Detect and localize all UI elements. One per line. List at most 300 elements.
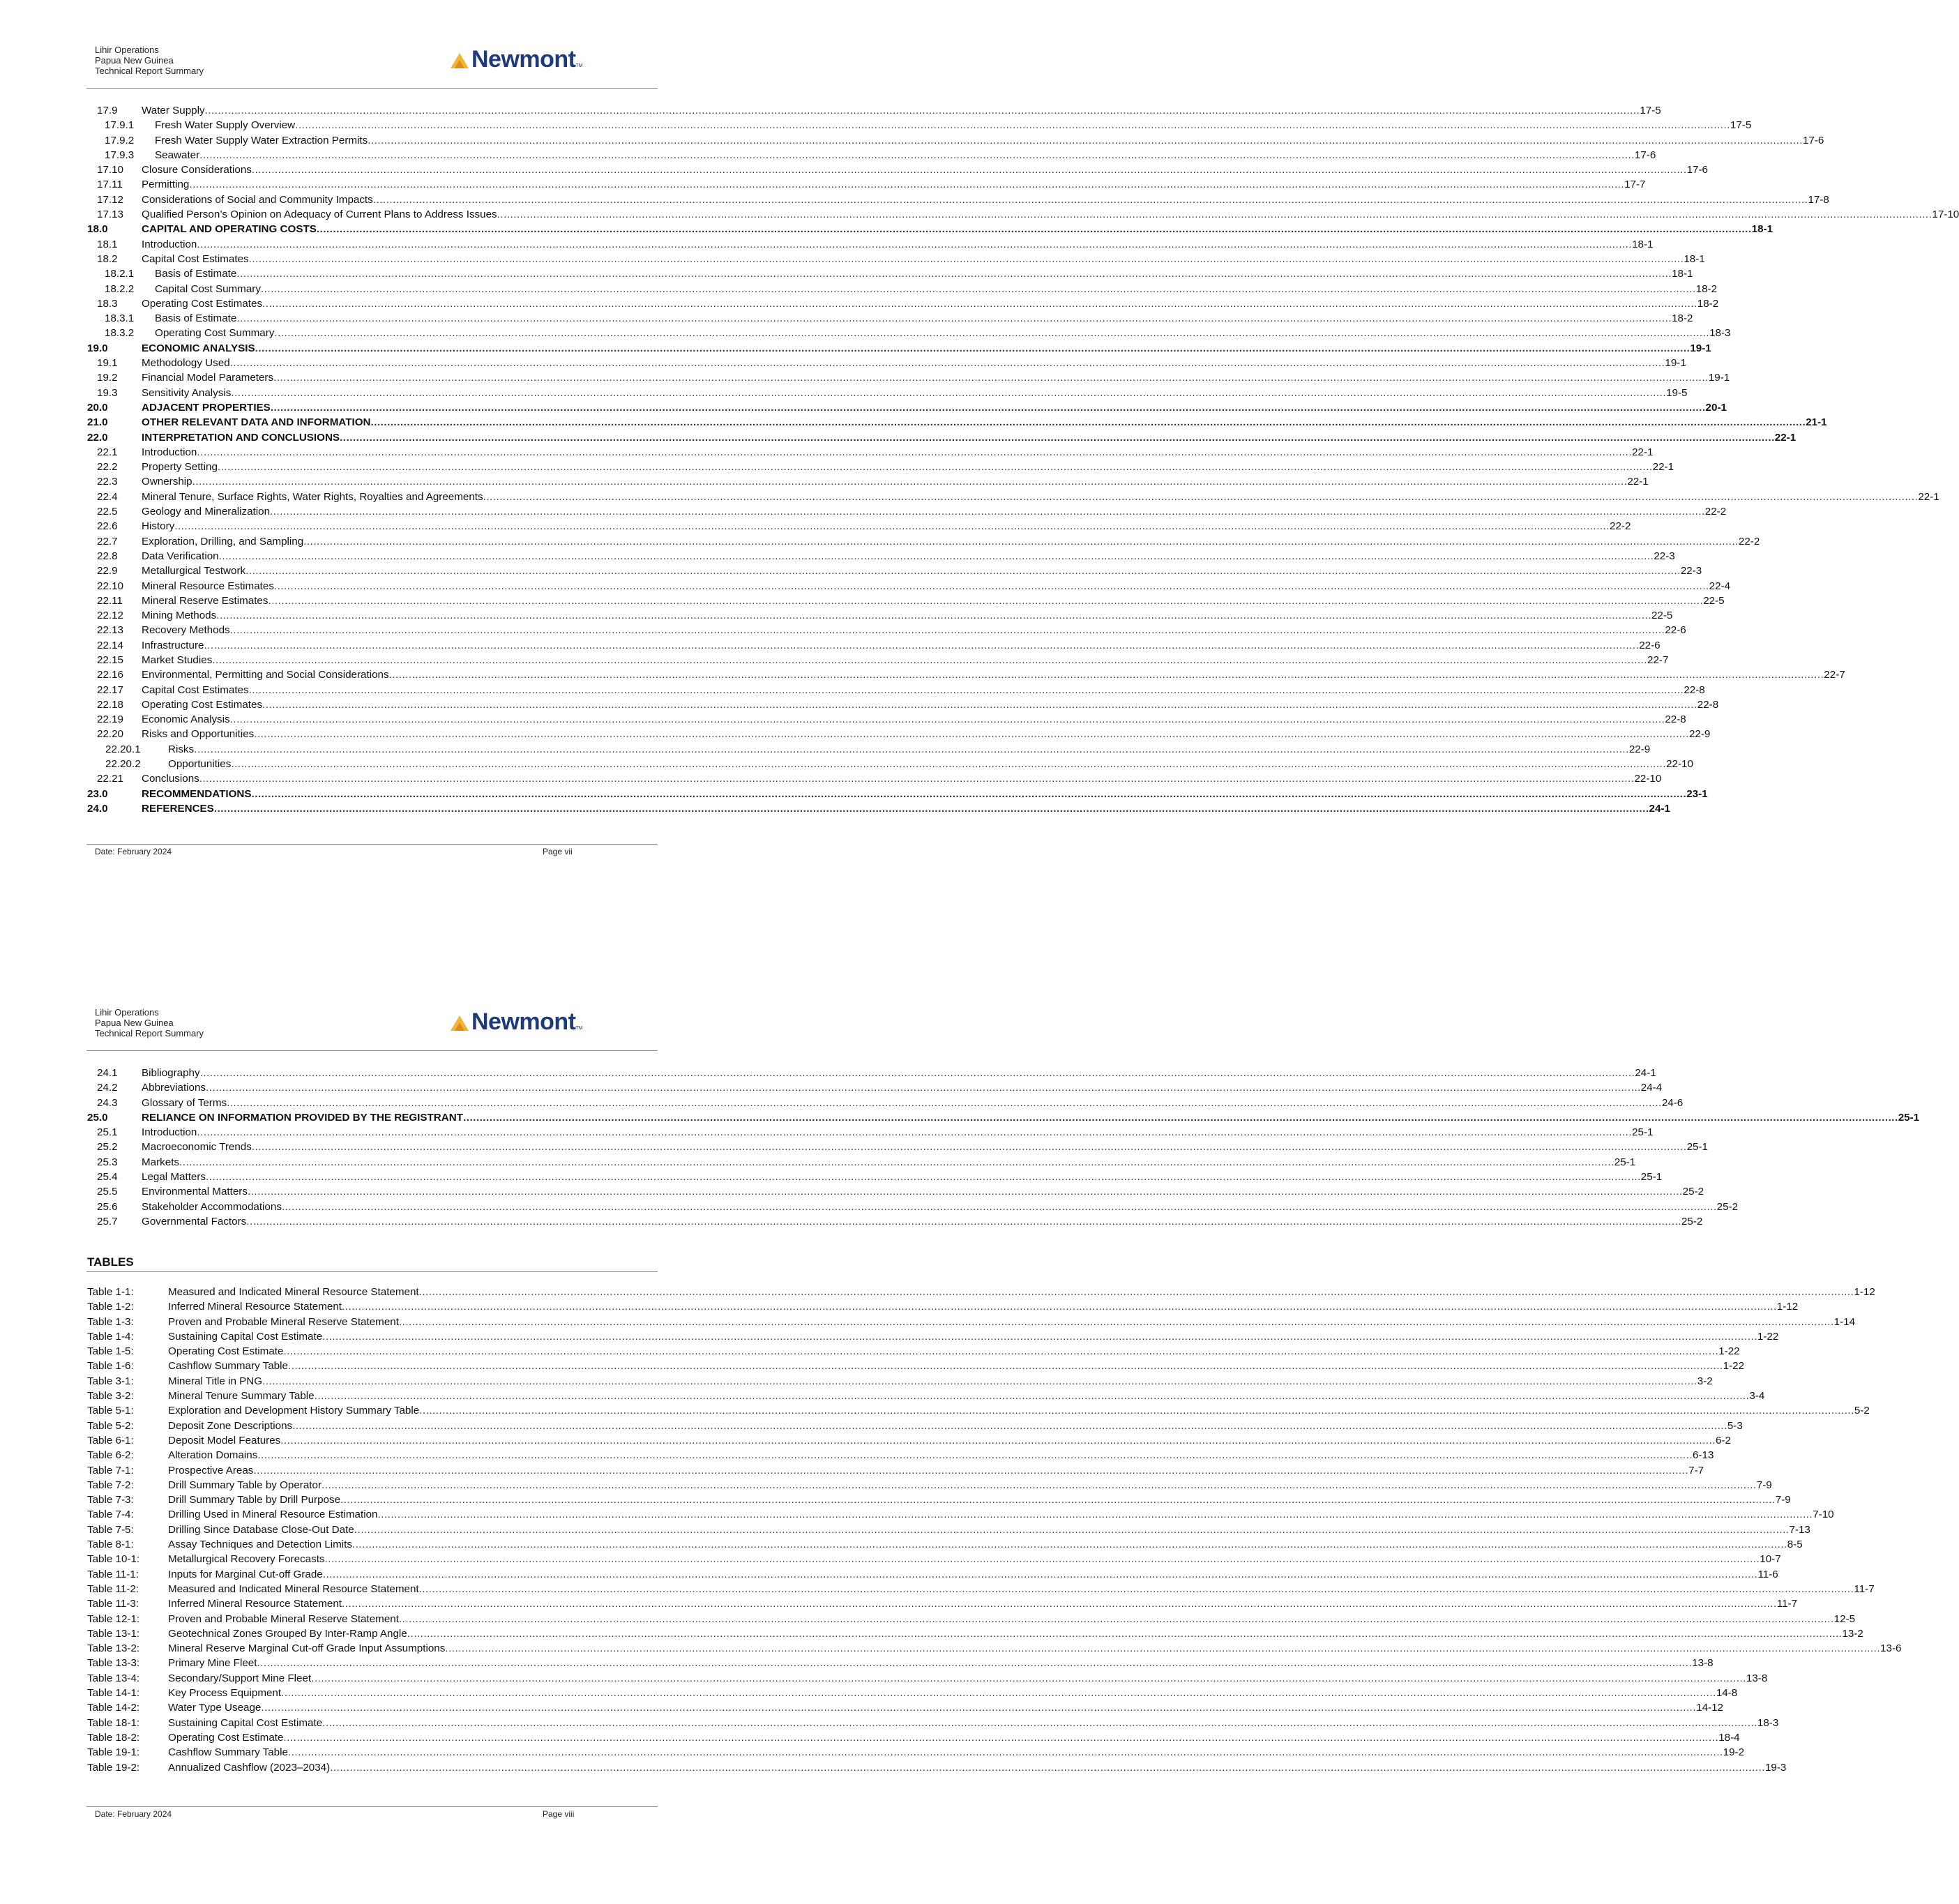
toc-section-title: Mineral Tenure, Surface Rights, Water Rights, Royalties and Agreements	[142, 490, 483, 503]
toc-section-title: Environmental, Permitting and Social Considerations	[142, 669, 389, 681]
toc-section-title: Introduction	[142, 1126, 197, 1139]
table-title: Sustaining Capital Cost Estimate	[168, 1716, 323, 1729]
toc-entry[interactable]	[87, 1170, 1663, 1184]
toc-section-title: Ownership	[142, 476, 192, 488]
toc-section-number: 22.2	[97, 461, 118, 474]
table-list-entry[interactable]	[87, 1612, 1856, 1626]
toc-dot-leader	[268, 594, 1703, 608]
toc-section-title: Mineral Resource Estimates	[142, 580, 274, 592]
toc-page-number: 19-1	[1665, 357, 1686, 370]
toc-section-number: 25.7	[97, 1215, 118, 1227]
toc-section-title: Seawater	[155, 149, 200, 161]
table-page-number: 12-5	[1833, 1612, 1856, 1625]
table-title: Drill Summary Table by Drill Purpose	[168, 1494, 341, 1506]
table-list-entry[interactable]	[87, 1403, 1870, 1418]
toc-dot-leader	[483, 490, 1919, 504]
toc-entry[interactable]	[87, 667, 1845, 682]
table-list-entry[interactable]	[87, 1478, 1772, 1493]
footer-page-number: Page viii	[543, 1809, 575, 1819]
toc-section-number: 22.6	[97, 520, 118, 533]
table-title: Operating Cost Estimate	[168, 1345, 284, 1358]
table-label: Table 7-2:	[87, 1479, 134, 1491]
toc-dot-leader	[271, 400, 1706, 415]
header-report-type: Technical Report Summary	[95, 1028, 204, 1038]
table-page-number: 14-8	[1716, 1687, 1738, 1700]
header-report-type: Technical Report Summary	[95, 66, 204, 76]
toc-dot-leader	[197, 237, 1632, 252]
table-page-number: 13-8	[1692, 1657, 1714, 1670]
toc-entry[interactable]	[87, 356, 1686, 370]
toc-entry[interactable]	[87, 1214, 1703, 1229]
table-page-number: 13-8	[1746, 1672, 1768, 1684]
toc-dot-leader	[274, 579, 1709, 594]
table-dot-leader	[342, 1596, 1777, 1611]
table-label: Table 1-6:	[87, 1360, 134, 1373]
toc-section-title: Metallurgical Testwork	[142, 565, 246, 577]
toc-entry[interactable]	[87, 683, 1705, 697]
toc-entry[interactable]	[87, 579, 1731, 594]
toc-section-number: 22.1	[97, 446, 118, 458]
table-list-entry[interactable]	[87, 1433, 1731, 1448]
toc-page-number: 18-2	[1672, 312, 1693, 325]
toc-entry[interactable]	[87, 623, 1686, 637]
toc-section-number: 24.0	[87, 802, 108, 815]
toc-section-title: Fresh Water Supply Overview	[155, 119, 296, 132]
toc-entry[interactable]	[87, 1184, 1704, 1199]
toc-page-number: 18-1	[1684, 252, 1705, 265]
table-title: Alteration Domains	[168, 1449, 258, 1462]
toc-section-number: 22.20	[97, 728, 124, 741]
toc-section-title: CAPITAL AND OPERATING COSTS	[142, 223, 317, 236]
toc-section-title: Operating Cost Summary	[155, 327, 275, 340]
footer-divider	[86, 844, 658, 845]
toc-section-title: Abbreviations	[142, 1082, 206, 1094]
toc-entry[interactable]	[87, 771, 1662, 786]
toc-dot-leader	[218, 460, 1653, 474]
table-list-entry[interactable]	[87, 1463, 1704, 1478]
table-title: Cashflow Summary Table	[168, 1746, 288, 1759]
table-page-number: 7-7	[1688, 1464, 1704, 1476]
toc-section-number: 22.21	[97, 773, 124, 785]
toc-entry[interactable]	[87, 757, 1693, 771]
table-label: Table 13-3:	[87, 1657, 140, 1670]
toc-entry[interactable]	[87, 118, 1752, 133]
logo-wordmark: Newmont	[471, 1008, 576, 1035]
toc-entry[interactable]	[87, 1200, 1739, 1214]
table-list-entry[interactable]	[87, 1716, 1779, 1730]
table-title: Deposit Model Features	[168, 1434, 281, 1446]
table-label: Table 19-1:	[87, 1746, 140, 1759]
table-label: Table 5-2:	[87, 1419, 134, 1432]
table-dot-leader	[445, 1641, 1880, 1656]
toc-section-number: 25.0	[87, 1111, 108, 1124]
toc-entry[interactable]	[87, 163, 1709, 177]
table-title: Prospective Areas	[168, 1464, 254, 1476]
toc-entry[interactable]	[87, 282, 1718, 296]
table-list-entry[interactable]	[87, 1760, 1787, 1775]
toc-page-number: 25-2	[1681, 1215, 1703, 1227]
toc-entry[interactable]	[87, 727, 1711, 741]
toc-entry[interactable]	[87, 1110, 1920, 1125]
table-dot-leader	[281, 1686, 1716, 1700]
table-title: Sustaining Capital Cost Estimate	[168, 1330, 323, 1343]
table-title: Primary Mine Fleet	[168, 1657, 257, 1670]
toc-entry[interactable]	[87, 326, 1731, 340]
table-list-entry[interactable]	[87, 1389, 1765, 1403]
toc-entry[interactable]	[87, 1125, 1654, 1140]
toc-section-title: Environmental Matters	[142, 1186, 248, 1198]
toc-section-number: 22.18	[97, 698, 124, 711]
table-list-entry[interactable]	[87, 1507, 1834, 1522]
toc-entry[interactable]	[87, 207, 1959, 222]
table-list-entry[interactable]	[87, 1359, 1745, 1373]
table-dot-leader	[419, 1582, 1854, 1596]
table-list-entry[interactable]	[87, 1493, 1791, 1507]
toc-section-title: Financial Model Parameters	[142, 372, 274, 384]
toc-section-number: 22.15	[97, 653, 124, 666]
toc-page-number: 22-5	[1703, 594, 1725, 607]
table-label: Table 6-1:	[87, 1434, 134, 1446]
toc-section-number: 17.9.1	[105, 119, 135, 132]
table-page-number: 13-6	[1880, 1642, 1902, 1655]
toc-entry[interactable]	[87, 653, 1669, 667]
table-title: Metallurgical Recovery Forecasts	[168, 1553, 325, 1566]
toc-entry[interactable]	[87, 222, 1773, 236]
table-list-entry[interactable]	[87, 1448, 1714, 1463]
table-list-entry[interactable]	[87, 1582, 1875, 1596]
table-label: Table 3-1:	[87, 1375, 134, 1387]
toc-entry[interactable]	[87, 252, 1705, 266]
toc-entry[interactable]	[87, 386, 1688, 400]
toc-section-number: 25.1	[97, 1126, 118, 1139]
table-dot-leader	[253, 1463, 1688, 1478]
toc-entry[interactable]	[87, 370, 1730, 385]
toc-page-number: 22-1	[1632, 446, 1654, 458]
toc-section-title: Fresh Water Supply Water Extraction Permits	[155, 134, 368, 146]
toc-entry[interactable]	[87, 697, 1719, 712]
toc-page-number: 22-9	[1688, 728, 1711, 741]
toc-entry[interactable]	[87, 445, 1654, 460]
toc-page-number: 17-5	[1640, 105, 1661, 116]
table-dot-leader	[283, 1344, 1718, 1359]
toc-page-number: 22-2	[1738, 535, 1760, 547]
toc-section-title: Sensitivity Analysis	[142, 386, 232, 399]
toc-entry[interactable]	[87, 133, 1824, 148]
table-label: Table 19-2:	[87, 1761, 140, 1774]
toc-dot-leader	[252, 163, 1687, 177]
toc-section-number: 21.0	[87, 416, 108, 429]
toc-section-number: 19.0	[87, 342, 108, 354]
table-page-number: 1-22	[1718, 1345, 1740, 1358]
table-list-entry[interactable]	[87, 1419, 1743, 1433]
toc-section-number: 17.9.3	[105, 149, 135, 161]
toc-entry[interactable]	[87, 237, 1654, 252]
toc-entry[interactable]	[87, 549, 1675, 564]
table-page-number: 6-13	[1693, 1449, 1714, 1462]
table-label: Table 7-3:	[87, 1494, 134, 1506]
table-title: Mineral Tenure Summary Table	[168, 1390, 315, 1403]
toc-page-number: 18-2	[1695, 282, 1718, 295]
toc-page-number: 17-6	[1802, 134, 1824, 146]
toc-entry[interactable]	[87, 534, 1760, 549]
table-list-entry[interactable]	[87, 1329, 1779, 1344]
toc-dot-leader	[219, 549, 1654, 564]
toc-dot-leader	[230, 356, 1665, 370]
table-page-number: 3-4	[1749, 1390, 1765, 1403]
toc-section-title: Bibliography	[142, 1067, 200, 1079]
toc-section-title: Stakeholder Accommodations	[142, 1200, 282, 1213]
toc-page-number: 18-2	[1697, 297, 1719, 310]
toc-entry[interactable]	[87, 474, 1649, 489]
toc-dot-leader	[249, 252, 1684, 266]
table-dot-leader	[311, 1671, 1746, 1686]
table-list-entry[interactable]	[87, 1596, 1798, 1611]
table-list-entry[interactable]	[87, 1700, 1723, 1715]
toc-entry[interactable]	[87, 1155, 1636, 1170]
table-page-number: 7-9	[1775, 1494, 1791, 1506]
table-page-number: 18-4	[1718, 1731, 1740, 1744]
table-page-number: 14-12	[1696, 1702, 1723, 1714]
table-title: Deposit Zone Descriptions	[168, 1419, 293, 1432]
table-list-entry[interactable]	[87, 1523, 1810, 1537]
toc-dot-leader	[194, 742, 1629, 757]
toc-entry[interactable]	[87, 1066, 1656, 1080]
toc-dot-leader	[389, 667, 1824, 682]
toc-section-title: Governmental Factors	[142, 1215, 247, 1227]
toc-dot-leader	[248, 1184, 1683, 1199]
toc-dot-leader	[246, 1214, 1681, 1229]
toc-page-number: 17-7	[1624, 179, 1646, 191]
logo-trademark: TM	[575, 63, 583, 68]
toc-page-number: 18-1	[1632, 238, 1654, 250]
toc-dot-leader	[212, 653, 1647, 667]
table-list-entry[interactable]	[87, 1745, 1745, 1760]
toc-dot-leader	[236, 266, 1672, 281]
table-label: Table 13-1:	[87, 1627, 140, 1640]
toc-dot-leader	[282, 1200, 1717, 1214]
toc-entry[interactable]	[87, 594, 1725, 608]
toc-page-number: 25-1	[1614, 1156, 1636, 1168]
toc-section-number: 18.0	[87, 223, 108, 236]
toc-entry[interactable]	[87, 103, 1661, 118]
table-label: Table 13-4:	[87, 1672, 140, 1684]
table-page-number: 1-14	[1833, 1315, 1856, 1328]
header-divider	[86, 1050, 658, 1051]
table-title: Measured and Indicated Mineral Resource Statement	[168, 1286, 419, 1298]
table-list-entry[interactable]	[87, 1567, 1778, 1582]
logo-trademark: TM	[575, 1026, 583, 1031]
toc-entry[interactable]	[87, 192, 1829, 207]
toc-dot-leader	[373, 192, 1808, 207]
toc-page-number: 19-1	[1690, 342, 1711, 354]
toc-section-title: Methodology Used	[142, 357, 230, 370]
toc-dot-leader	[317, 222, 1752, 236]
toc-dot-leader	[174, 519, 1610, 534]
table-list-entry[interactable]	[87, 1537, 1803, 1552]
toc-section-title: Basis of Estimate	[155, 312, 237, 325]
report-header	[95, 45, 204, 76]
table-dot-leader	[315, 1389, 1750, 1403]
toc-section-title: Markets	[142, 1156, 180, 1168]
table-list-entry[interactable]	[87, 1374, 1713, 1389]
table-label: Table 1-3:	[87, 1315, 134, 1328]
toc-dot-leader	[262, 296, 1697, 311]
table-list-entry[interactable]	[87, 1641, 1902, 1656]
table-list-entry[interactable]	[87, 1315, 1856, 1329]
toc-entry[interactable]	[87, 504, 1727, 519]
toc-section-title: REFERENCES	[142, 802, 214, 815]
toc-dot-leader	[303, 534, 1739, 549]
toc-dot-leader	[216, 608, 1651, 623]
toc-section-number: 23.0	[87, 787, 108, 800]
toc-dot-leader	[463, 1110, 1898, 1125]
toc-section-number: 19.2	[97, 372, 118, 384]
toc-dot-leader	[497, 207, 1932, 222]
table-page-number: 3-2	[1697, 1375, 1713, 1387]
toc-page-number: 19-1	[1708, 372, 1730, 384]
table-title: Mineral Title in PNG	[168, 1375, 263, 1387]
table-page-number: 19-3	[1764, 1761, 1787, 1774]
table-dot-leader	[257, 1448, 1693, 1463]
table-dot-leader	[419, 1403, 1854, 1418]
toc-page-number: 18-1	[1672, 268, 1693, 280]
toc-entry[interactable]	[87, 266, 1693, 281]
toc-page-number: 22-4	[1709, 580, 1731, 592]
toc-section-number: 24.1	[97, 1067, 118, 1079]
toc-entry[interactable]	[87, 296, 1719, 311]
table-title: Annualized Cashflow (2023–2034)	[168, 1761, 331, 1774]
table-list-entry[interactable]	[87, 1671, 1768, 1686]
table-page-number: 6-2	[1715, 1434, 1731, 1446]
toc-entry[interactable]	[87, 177, 1646, 192]
footer-date: Date: February 2024	[95, 1809, 172, 1819]
table-label: Table 12-1:	[87, 1612, 140, 1625]
table-list-entry[interactable]	[87, 1656, 1714, 1670]
toc-entry[interactable]	[87, 787, 1708, 801]
list-of-tables	[87, 1285, 1902, 1775]
toc-section-title: Macroeconomic Trends	[142, 1141, 252, 1154]
header-country: Papua New Guinea	[95, 1018, 174, 1028]
toc-entry[interactable]	[87, 148, 1656, 163]
table-title: Drill Summary Table by Operator	[168, 1479, 322, 1491]
toc-dot-leader	[261, 282, 1696, 296]
toc-entry[interactable]	[87, 519, 1631, 534]
toc-entry[interactable]	[87, 415, 1827, 430]
table-label: Table 3-2:	[87, 1390, 134, 1403]
toc-section-number: 25.3	[97, 1156, 118, 1168]
toc-dot-leader	[295, 118, 1730, 133]
toc-page-number: 24-4	[1640, 1082, 1663, 1094]
toc-section-number: 25.6	[97, 1200, 118, 1213]
toc-page-number: 22-9	[1628, 743, 1651, 755]
toc-page-number: 21-1	[1806, 416, 1827, 429]
toc-section-number: 17.10	[97, 164, 124, 176]
toc-entry[interactable]	[87, 608, 1673, 623]
table-dot-leader	[354, 1523, 1790, 1537]
toc-dot-leader	[245, 564, 1681, 578]
table-list-entry[interactable]	[87, 1344, 1740, 1359]
toc-section-number: 25.2	[97, 1141, 118, 1154]
toc-section-title: Exploration, Drilling, and Sampling	[142, 535, 304, 547]
toc-section-title: Opportunities	[168, 758, 232, 771]
table-list-entry[interactable]	[87, 1686, 1738, 1700]
toc-entry[interactable]	[87, 564, 1702, 578]
toc-entry[interactable]	[87, 400, 1727, 415]
toc-page-number: 20-1	[1705, 401, 1727, 414]
toc-section-number: 18.1	[97, 238, 118, 250]
table-list-entry[interactable]	[87, 1552, 1781, 1566]
toc-section-number: 18.3.1	[105, 312, 135, 325]
toc-section-title: OTHER RELEVANT DATA AND INFORMATION	[142, 416, 371, 429]
toc-page-number: 19-5	[1666, 386, 1688, 399]
table-dot-leader	[322, 1329, 1757, 1344]
table-dot-leader	[283, 1730, 1718, 1745]
toc-entry[interactable]	[87, 460, 1674, 474]
table-list-entry[interactable]	[87, 1299, 1799, 1314]
table-dot-leader	[322, 1478, 1757, 1493]
toc-page-number: 22-1	[1774, 431, 1797, 444]
toc-entry[interactable]	[87, 742, 1651, 757]
toc-section-title: RELIANCE ON INFORMATION PROVIDED BY THE REGISTRANT	[142, 1111, 463, 1124]
table-list-entry[interactable]	[87, 1730, 1740, 1745]
toc-page-number: 22-1	[1652, 461, 1674, 474]
toc-page-number: 22-1	[1918, 490, 1939, 503]
table-dot-leader	[261, 1700, 1696, 1715]
table-page-number: 10-7	[1760, 1553, 1781, 1566]
toc-section-title: Operating Cost Estimates	[142, 698, 263, 711]
toc-section-number: 18.2.2	[105, 282, 135, 295]
toc-page-number: 25-2	[1716, 1200, 1739, 1213]
toc-entry[interactable]	[87, 638, 1661, 653]
toc-section-number: 22.19	[97, 713, 124, 726]
toc-entry[interactable]	[87, 1080, 1663, 1095]
toc-entry[interactable]	[87, 801, 1670, 816]
toc-section-number: 19.3	[97, 386, 118, 399]
toc-entry[interactable]	[87, 341, 1711, 356]
toc-page-number: 22-8	[1697, 698, 1719, 711]
table-page-number: 7-13	[1789, 1523, 1810, 1536]
toc-entry[interactable]	[87, 1140, 1708, 1154]
toc-section-title: Economic Analysis	[142, 713, 230, 726]
toc-section-number: 17.9	[97, 105, 118, 116]
table-list-entry[interactable]	[87, 1285, 1875, 1299]
table-dot-leader	[419, 1285, 1854, 1299]
toc-section-number: 22.9	[97, 565, 118, 577]
footer-page-number: Page vii	[543, 847, 573, 856]
table-dot-leader	[288, 1745, 1723, 1760]
toc-entry[interactable]	[87, 430, 1797, 445]
toc-page-number: 25-1	[1632, 1126, 1654, 1139]
table-dot-leader	[330, 1760, 1765, 1775]
table-list-entry[interactable]	[87, 1626, 1863, 1641]
toc-entry[interactable]	[87, 1096, 1684, 1110]
table-page-number: 13-2	[1842, 1627, 1863, 1640]
toc-page-number: 22-2	[1610, 520, 1631, 533]
toc-section-number: 17.13	[97, 209, 124, 221]
toc-page-number: 22-8	[1684, 683, 1705, 696]
toc-dot-leader	[230, 712, 1665, 727]
toc-dot-leader	[206, 1170, 1641, 1184]
toc-entry[interactable]	[87, 712, 1686, 727]
toc-entry[interactable]	[87, 490, 1939, 504]
toc-section-number: 17.12	[97, 193, 124, 206]
table-title: Inferred Mineral Resource Statement	[168, 1598, 342, 1610]
toc-dot-leader	[189, 177, 1624, 192]
toc-dot-leader	[368, 133, 1803, 148]
toc-entry[interactable]	[87, 311, 1693, 326]
toc-section-number: 22.20.1	[105, 743, 141, 755]
toc-page-number: 25-1	[1640, 1171, 1663, 1184]
